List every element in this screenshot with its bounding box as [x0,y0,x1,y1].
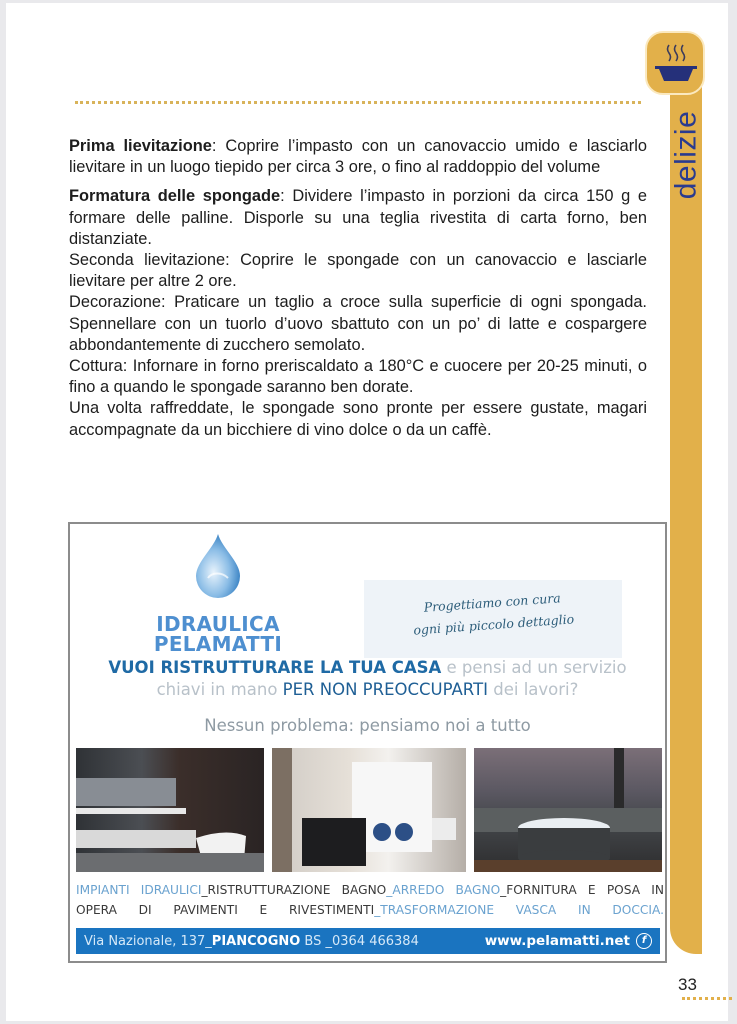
bathroom-photo [76,748,264,872]
handwritten-slogan: Progettiamo con cura ogni più piccolo dettaglio [412,590,575,638]
facebook-icon[interactable]: f [636,933,652,949]
section-badge [645,31,705,95]
contact-bar [76,928,660,954]
recipe-paragraph: Decorazione: Praticare un taglio a croce sulla superficie di ogni spongada. Spennellare con un tuorlo d’uovo sbattuto con un po’ di latte e cospargere abbondantemente di zucchero semolato. [69,293,647,354]
section-label: delizie [669,110,702,200]
water-drop-logo [192,532,244,598]
page-number: 33 [678,975,697,994]
recipe-paragraph: Prima lievitazione: Coprire l’impasto con un canovaccio umido e lasciarlo lievitare in un luogo tiepido per circa 3 ore, o fino al raddoppio del volume [69,137,647,177]
ad-tagline: Nessun problema: pensiamo noi a tutto [204,716,531,735]
recipe-paragraph: Seconda lievitazione: Coprire le spongade con un canovaccio e lasciarle lievitare per altre 2 ore. [69,251,647,291]
recipe-paragraph: Cottura: Infornare in forno preriscaldato a 180°C e cuocere per 20-25 minuti, o fino a quando le spongade saranno ben dorate. [69,357,647,397]
recipe-paragraph: Una volta raffreddate, le spongade sono pronte per essere gustate, magari accompagnate da un bicchiere di vino dolce o da un caffè. [69,399,647,439]
address: Via Nazionale, 137_PIANCOGNO BS _0364 466384 [84,933,419,949]
page-number-dots [682,997,732,1000]
advertisement [68,522,667,963]
slogan-box [364,580,622,658]
website-link[interactable]: www.pelamatti.net f [485,933,652,949]
services-list: IMPIANTI IDRAULICI_RISTRUTTURAZIONE BAGNO_ARREDO BAGNO_FORNITURA E POSA IN OPERA DI PAVIMENTI E RIVESTIMENTI_TRASFORMAZIONE VASCA IN DOCCIA. [76,883,665,917]
recipe-text [69,136,647,441]
outdoor-hot-tub-photo [474,748,662,872]
recipe-paragraph: Formatura delle spongade: Dividere l’impasto in porzioni da circa 150 g e formare delle palline. Disporle su una teglia rivestita di carta forno, ben distanziate. [69,187,647,248]
dotted-divider [75,101,641,104]
ad-headline: VUOI RISTRUTTURARE LA TUA CASA e pensi ad un servizio chiavi in mano PER NON PREOCCUPARTI dei lavori? [108,658,627,699]
company-logo-text: IDRAULICA PELAMATTI [153,612,283,656]
laundry-room-photo [272,748,466,872]
steaming-dish-icon [653,39,699,87]
